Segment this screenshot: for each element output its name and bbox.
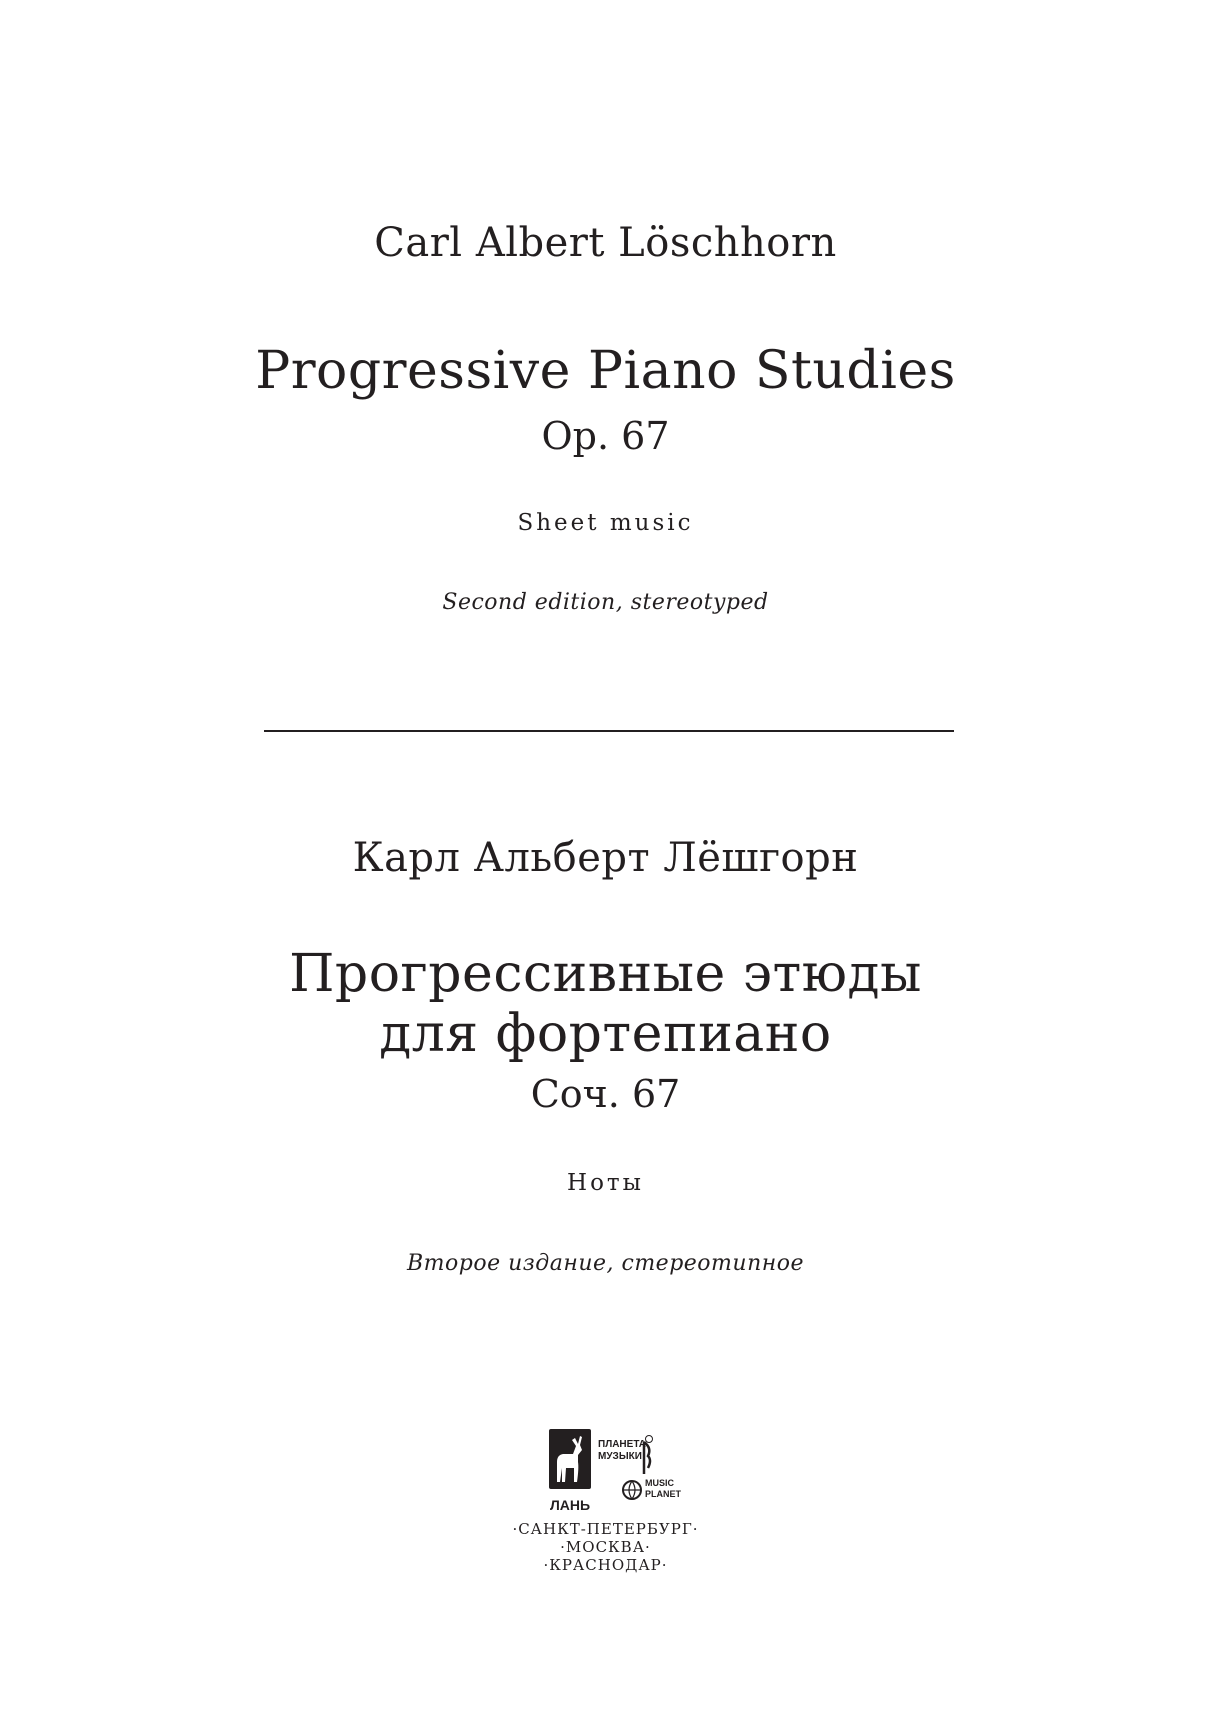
title-russian-line-1: Прогрессивные этюды [289, 944, 922, 1004]
opus-english: Op. 67 [541, 414, 670, 458]
edition-russian: Второе издание, стереотипное [406, 1251, 804, 1276]
divider-rule [264, 730, 954, 732]
lan-logo-text: ЛАНЬ [549, 1497, 591, 1513]
title-english: Progressive Piano Studies [255, 341, 956, 401]
publisher-city-1: ·САНКТ-ПЕТЕРБУРГ· [512, 1520, 699, 1538]
author-english: Carl Albert Löschhorn [374, 220, 837, 266]
edition-english: Second edition, stereotyped [442, 590, 769, 615]
planeta-logo-text-1: ПЛАНЕТА [598, 1439, 647, 1450]
title-russian-line-2: для фортепиано [379, 1004, 832, 1064]
publication-type-russian: Ноты [567, 1170, 644, 1196]
music-planet-logo [598, 1436, 682, 1500]
lan-deer-logo-icon [549, 1429, 591, 1489]
publisher-logos [548, 1428, 708, 1520]
music-planet-text-1: MUSIC [645, 1478, 674, 1488]
publisher-city-2: ·МОСКВА· [560, 1538, 651, 1556]
registered-mark-icon [646, 1436, 653, 1443]
music-planet-text-2: PLANET [645, 1489, 681, 1499]
opus-russian: Соч. 67 [530, 1072, 681, 1116]
publication-type-english: Sheet music [517, 510, 694, 536]
author-russian: Карл Альберт Лёшгорн [352, 835, 859, 881]
publisher-city-3: ·КРАСНОДАР· [543, 1556, 668, 1574]
planeta-logo-text-2: МУЗЫКИ [598, 1451, 642, 1462]
music-note-icon [644, 1442, 650, 1474]
